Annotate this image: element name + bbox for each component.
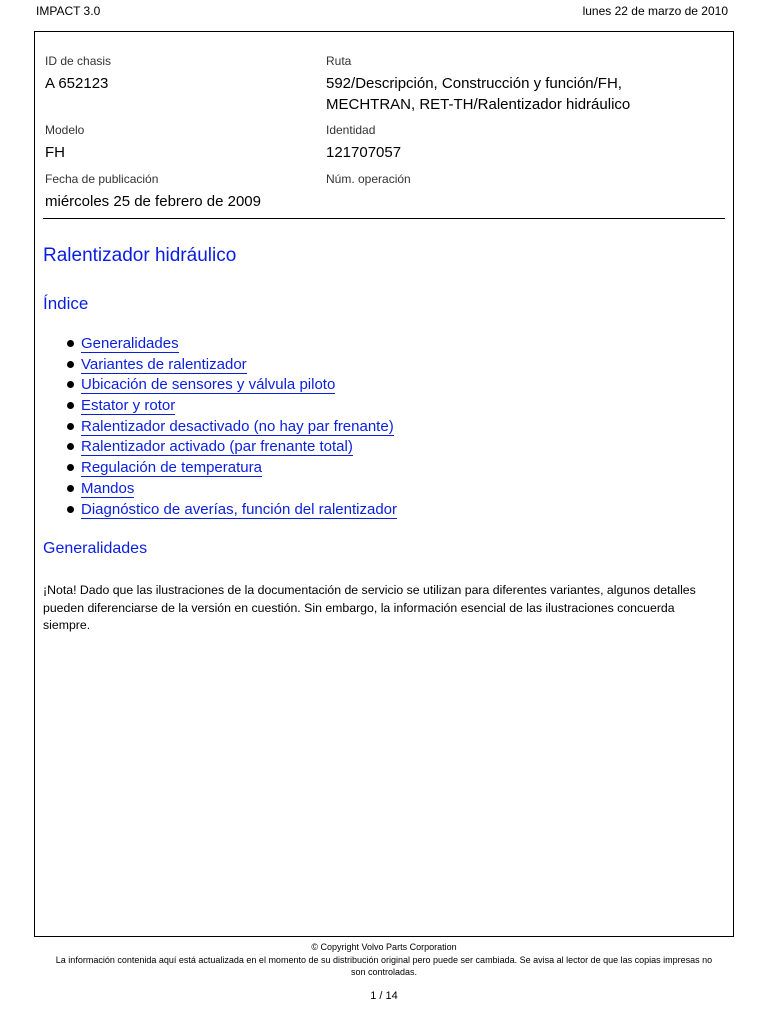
bullet-icon: [67, 361, 74, 368]
bullet-icon: [67, 340, 74, 347]
toc-link-regulacion[interactable]: Regulación de temperatura: [81, 459, 262, 477]
page-title: Ralentizador hidráulico: [43, 245, 237, 266]
route-label: Ruta: [326, 54, 352, 68]
toc-item: [65, 479, 397, 500]
copyright-text: © Copyright Volvo Parts Corporation: [311, 942, 457, 952]
toc-item: [65, 500, 397, 521]
toc-link-estator[interactable]: Estator y rotor: [81, 397, 176, 415]
route-value-line2: MECHTRAN, RET-TH/Ralentizador hidráulico: [326, 96, 631, 113]
note-paragraph: ¡Nota! Dado que las ilustraciones de la documentación de servicio se utilizan para diferentes variantes, algunos detalles pueden diferenciarse de la versión en cuestión. Sin embargo, la información esencial de las ilustraciones concuerda siempre.: [43, 583, 696, 632]
meta-operation: [326, 172, 411, 191]
toc-link-variantes[interactable]: Variantes de ralentizador: [81, 355, 247, 373]
operation-label: Núm. operación: [326, 172, 411, 186]
toc-item: [65, 458, 397, 479]
toc-link-diagnostico[interactable]: Diagnóstico de averías, función del ralentizador: [81, 500, 398, 518]
bullet-icon: [67, 381, 74, 388]
meta-identity: [326, 123, 401, 163]
toc-item: [65, 417, 397, 438]
meta-route: [326, 54, 630, 115]
page-footer: [0, 941, 768, 1002]
disclaimer-text: La información contenida aquí está actualizada en el momento de su distribución original pero puede ser cambiada. Se avisa al lector de que las copias impresas no son controladas.: [55, 954, 713, 977]
bullet-icon: [67, 443, 74, 450]
pubdate-label: Fecha de publicación: [45, 172, 159, 186]
page-number: 1 / 14: [370, 989, 398, 1002]
pubdate-value: miércoles 25 de febrero de 2009: [45, 193, 261, 210]
toc-link-desactivado[interactable]: Ralentizador desactivado (no hay par frenante): [81, 417, 394, 435]
bullet-icon: [67, 485, 74, 492]
meta-chassis: [45, 54, 111, 94]
model-label: Modelo: [45, 123, 85, 137]
index-heading: Índice: [43, 294, 89, 313]
toc-link-activado[interactable]: Ralentizador activado (par frenante total): [81, 438, 353, 456]
bullet-icon: [67, 506, 74, 513]
table-of-contents: [65, 334, 397, 520]
toc-link-ubicacion[interactable]: Ubicación de sensores y válvula piloto: [81, 376, 336, 394]
bullet-icon: [67, 402, 74, 409]
toc-link-generalidades[interactable]: Generalidades: [81, 335, 179, 352]
section-heading-generalidades: Generalidades: [43, 540, 148, 557]
meta-pubdate: [45, 172, 261, 212]
toc-item: [65, 355, 397, 376]
chassis-label: ID de chasis: [45, 54, 112, 68]
bullet-icon: [67, 423, 74, 430]
toc-item: [65, 375, 397, 396]
toc-link-mandos[interactable]: Mandos: [81, 479, 135, 497]
bullet-icon: [67, 464, 74, 471]
identity-value: 121707057: [326, 144, 402, 161]
meta-model: [45, 123, 84, 163]
toc-item: [65, 396, 397, 417]
toc-item: [65, 437, 397, 458]
document-frame: [34, 31, 734, 937]
toc-item: [65, 334, 397, 355]
route-value-line1: 592/Descripción, Construcción y función/FH,: [326, 75, 622, 92]
identity-label: Identidad: [326, 123, 376, 137]
print-date: lunes 22 de marzo de 2010: [582, 4, 728, 18]
chassis-value: A 652123: [45, 75, 109, 92]
header-divider: [43, 218, 725, 219]
model-value: FH: [45, 144, 65, 161]
app-name: IMPACT 3.0: [36, 4, 101, 18]
